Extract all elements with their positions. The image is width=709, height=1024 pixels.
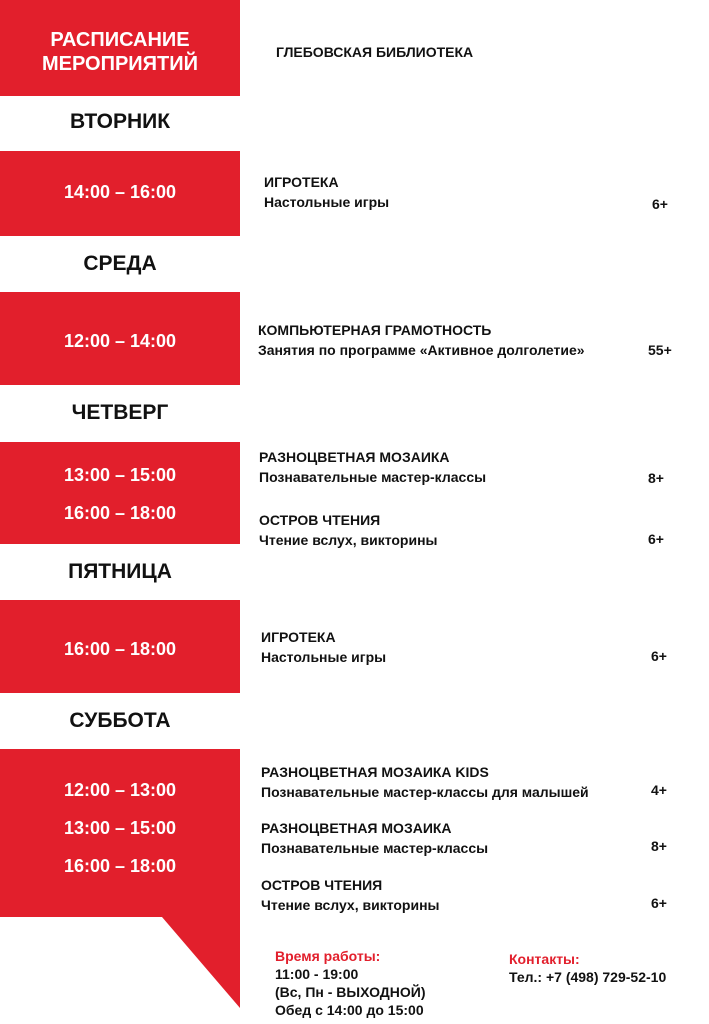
event-item <box>261 762 589 802</box>
page-title: РАСПИСАНИЕ МЕРОПРИЯТИЙ <box>41 29 199 75</box>
event-item <box>258 320 585 360</box>
event-description: Чтение вслух, викторины <box>259 532 438 548</box>
age-rating: 6+ <box>648 531 664 547</box>
age-rating: 4+ <box>651 782 667 798</box>
event-title: ОСТРОВ ЧТЕНИЯ <box>261 877 383 893</box>
age-rating: 6+ <box>651 648 667 664</box>
day-heading-friday: ПЯТНИЦА <box>68 560 172 583</box>
time-slot: 12:00 – 14:00 <box>63 331 177 351</box>
age-rating: 55+ <box>648 342 672 358</box>
library-name: ГЛЕБОВСКАЯ БИБЛИОТЕКА <box>276 44 474 60</box>
time-slot: 14:00 – 16:00 <box>63 182 177 202</box>
day-heading-tuesday: ВТОРНИК <box>69 110 171 133</box>
event-title: РАЗНОЦВЕТНАЯ МОЗАИКА <box>261 820 452 836</box>
event-description: Познавательные мастер-классы <box>259 469 487 485</box>
day-heading-thursday: ЧЕТВЕРГ <box>71 401 169 424</box>
event-item <box>264 172 389 212</box>
event-title: РАЗНОЦВЕТНАЯ МОЗАИКА <box>259 449 450 465</box>
time-slot: 13:00 – 15:00 <box>63 465 177 485</box>
working-hours <box>275 948 426 1019</box>
lunch-break: Обед с 14:00 до 15:00 <box>275 1002 424 1018</box>
time-slot: 13:00 – 15:00 <box>63 818 177 838</box>
event-description: Познавательные мастер-классы для малышей <box>261 784 589 800</box>
working-hours-label: Время работы: <box>275 948 381 964</box>
event-item <box>259 510 438 550</box>
event-description: Познавательные мастер-классы <box>261 840 489 856</box>
time-slot: 16:00 – 18:00 <box>63 503 177 523</box>
event-item <box>261 875 440 915</box>
age-rating: 8+ <box>648 470 664 486</box>
event-description: Настольные игры <box>261 649 387 665</box>
age-rating: 6+ <box>652 196 668 212</box>
working-hours-time: 11:00 - 19:00 <box>275 966 359 982</box>
event-title: ИГРОТЕКА <box>264 174 339 190</box>
days-off: (Вс, Пн - ВЫХОДНОЙ) <box>275 984 426 1000</box>
event-item <box>261 818 488 858</box>
contacts <box>509 951 666 986</box>
contacts-label: Контакты: <box>509 951 580 967</box>
event-item <box>261 627 386 667</box>
event-description: Чтение вслух, викторины <box>261 897 440 913</box>
time-slot: 16:00 – 18:00 <box>63 856 177 876</box>
event-item <box>259 447 486 487</box>
time-slot: 12:00 – 13:00 <box>63 780 177 800</box>
time-block-thursday <box>0 442 240 544</box>
event-title: ИГРОТЕКА <box>261 629 336 645</box>
event-title: КОМПЬЮТЕРНАЯ ГРАМОТНОСТЬ <box>258 322 492 338</box>
event-title: ОСТРОВ ЧТЕНИЯ <box>259 512 381 528</box>
phone-number: Тел.: +7 (498) 729-52-10 <box>509 969 667 985</box>
day-heading-wednesday: СРЕДА <box>83 252 157 275</box>
event-title: РАЗНОЦВЕТНАЯ МОЗАИКА KIDS <box>261 764 489 780</box>
time-slot: 16:00 – 18:00 <box>63 639 177 659</box>
event-description: Занятия по программе «Активное долголетие» <box>258 342 585 358</box>
age-rating: 8+ <box>651 838 667 854</box>
age-rating: 6+ <box>651 895 667 911</box>
event-description: Настольные игры <box>264 194 390 210</box>
day-heading-saturday: СУББОТА <box>69 709 171 732</box>
